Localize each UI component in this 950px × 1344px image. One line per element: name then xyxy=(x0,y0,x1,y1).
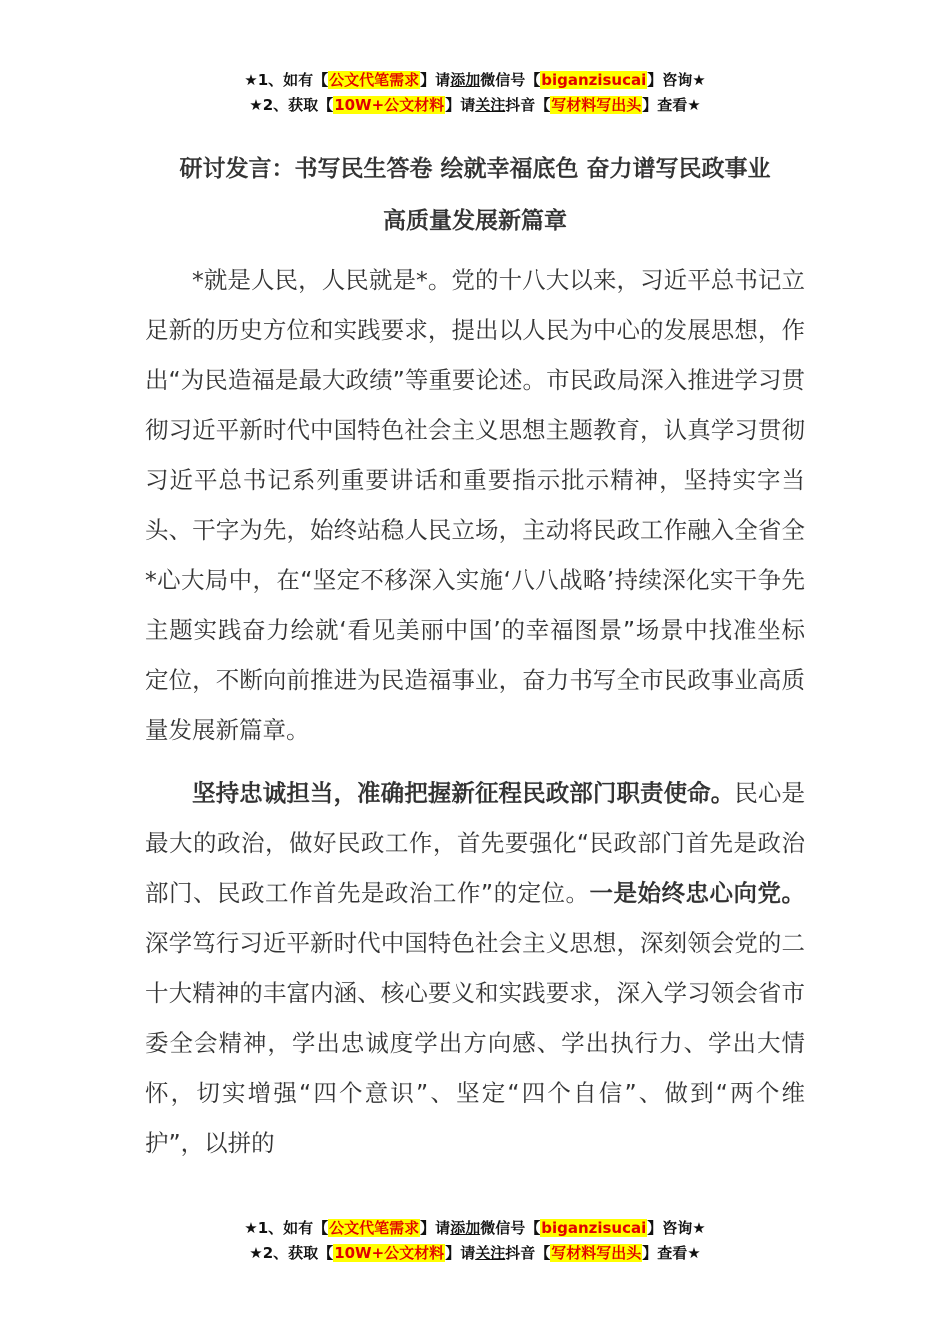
section-heading: 坚持忠诚担当，准确把握新征程民政部门职责使命。 xyxy=(192,779,735,807)
highlight-materials: 10W+公文材料 xyxy=(334,96,445,114)
highlight-douyin-account: 写材料写出头 xyxy=(551,96,642,114)
footer-banner xyxy=(0,1216,950,1266)
paragraph-loyalty: 坚持忠诚担当，准确把握新征程民政部门职责使命。民心是最大的政治，做好民政工作，首先要强化“民政部门首先是政治部门、民政工作首先是政治工作”的定位。一是始终忠心向党。深学笃行习近平新时代中国特色社会主义思想，深刻领会党的二十大精神的丰富内涵、核心要义和实践要求，深入学习领会省市委全会精神，学出忠诚度学出方向感、学出执行力、学出大情怀，切实增强“四个意识”、坚定“四个自信”、做到“两个维护”，以拼的 xyxy=(145,779,806,1157)
document-body xyxy=(145,255,805,1168)
highlight-douyin-account: 写材料写出头 xyxy=(551,1244,642,1262)
footer-line-2: ★2、获取【10W+公文材料】请关注抖音【写材料写出头】查看★ xyxy=(249,1244,701,1262)
highlight-materials: 10W+公文材料 xyxy=(334,1244,445,1262)
document-title xyxy=(120,143,830,247)
banner-line-2: ★2、获取【10W+公文材料】请关注抖音【写材料写出头】查看★ xyxy=(249,96,701,114)
paragraph-intro: *就是人民，人民就是*。党的十八大以来，习近平总书记立足新的历史方位和实践要求，提出以人民为中心的发展思想，作出“为民造福是最大政绩”等重要论述。市民政局深入推进学习贯彻习近平新时代中国特色社会主义思想主题教育，认真学习贯彻习近平总书记系列重要讲话和重要指示批示精神，坚持实字当头、干字为先，始终站稳人民立场，主动将民政工作融入全省全*心大局中，在“坚定不移深入实施‘八八战略’持续深化实干争先主题实践奋力绘就‘看见美丽中国’的幸福图景”场景中找准坐标定位，不断向前推进为民造福事业，奋力书写全市民政事业高质量发展新篇章。 xyxy=(145,266,805,744)
title-line-2: 高质量发展新篇章 xyxy=(383,208,567,234)
title-line-1: 研讨发言：书写民生答卷 绘就幸福底色 奋力谱写民政事业 xyxy=(179,156,771,182)
header-banner xyxy=(0,68,950,118)
banner-line-1: ★1、如有【公文代笔需求】请添加微信号【biganzisucai】咨询★ xyxy=(244,71,706,89)
footer-line-1: ★1、如有【公文代笔需求】请添加微信号【biganzisucai】咨询★ xyxy=(244,1219,706,1237)
point-heading: 一是始终忠心向党。 xyxy=(589,879,805,907)
highlight-wechat-id: biganzisucai xyxy=(541,1219,647,1237)
highlight-wechat-id: biganzisucai xyxy=(541,71,647,89)
highlight-ghostwriting: 公文代笔需求 xyxy=(329,1219,420,1237)
highlight-ghostwriting: 公文代笔需求 xyxy=(329,71,420,89)
